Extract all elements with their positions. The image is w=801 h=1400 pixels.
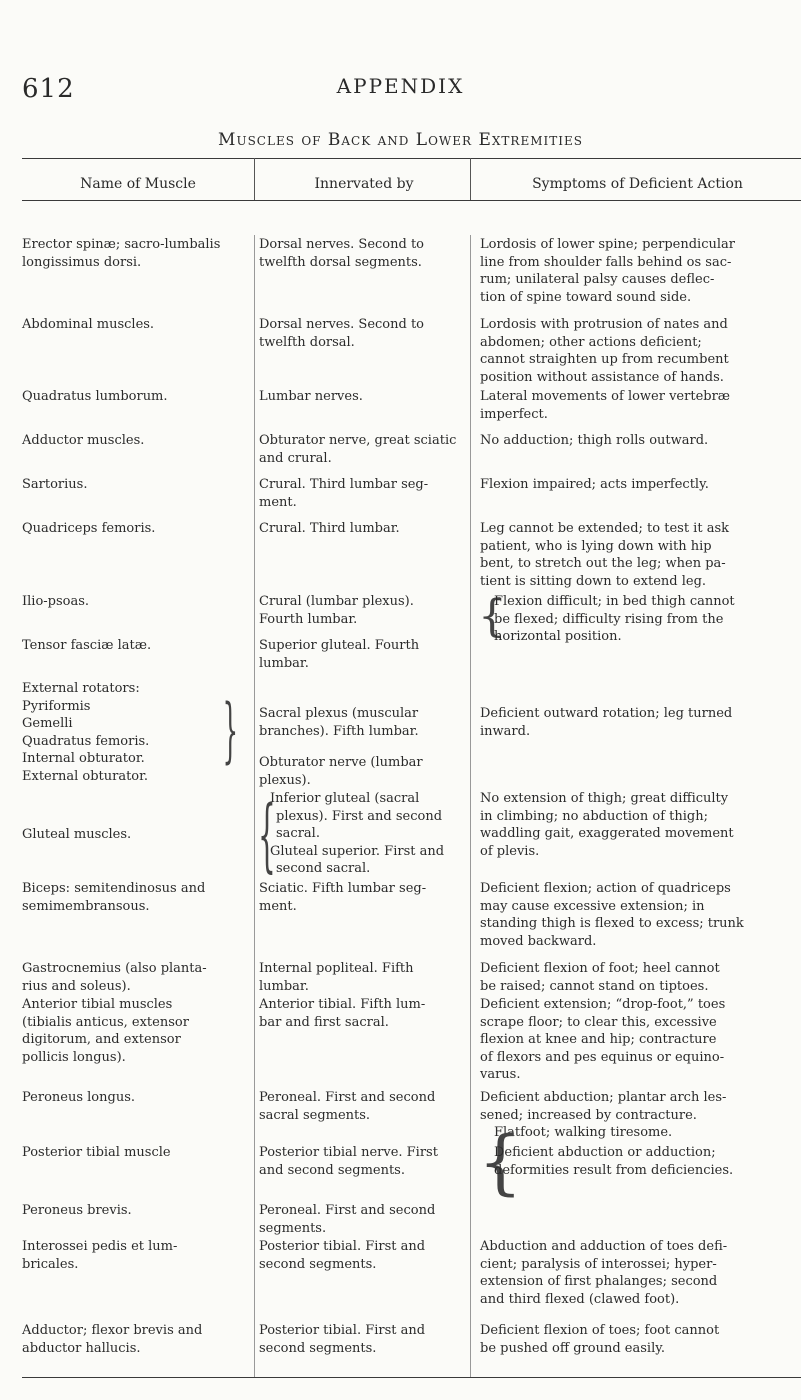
running-head: APPENDIX xyxy=(336,74,465,98)
header-muscle: Name of Muscle xyxy=(80,176,196,192)
symptoms-cell: No adduction; thigh rolls outward. xyxy=(480,433,709,448)
symptoms-cell: Flexion difficult; in bed thigh cannot be flexed; difficulty rising from the horizontal position. xyxy=(494,594,735,645)
muscle-cell: Adductor; flexor brevis and abductor hallucis. xyxy=(22,1323,203,1356)
brace: { xyxy=(478,1121,523,1203)
muscle-cell: External rotators: Pyriformis Gemelli Quadratus femoris. Internal obturator. External obturator. xyxy=(22,681,150,784)
innervation-cell: Crural. Third lumbar seg- ment. xyxy=(259,477,429,510)
muscle-cell: Interossei pedis et lum- bricales. xyxy=(22,1239,178,1272)
page-number: 612 xyxy=(22,74,75,104)
muscle-cell: Peroneus brevis. xyxy=(22,1203,132,1218)
innervation-cell: Crural (lumbar plexus). Fourth lumbar. xyxy=(259,594,414,627)
muscle-cell: Biceps: semitendinosus and semimembransous. xyxy=(22,881,206,914)
innervation-cell: Dorsal nerves. Second to twelfth dorsal segments. xyxy=(259,237,425,270)
brace: { xyxy=(258,788,276,881)
muscle-cell: Sartorius. xyxy=(22,477,88,492)
symptoms-cell: Lordosis with protrusion of nates and abdomen; other actions deficient; cannot straighten up from recumbent position without assistance of hands. xyxy=(480,317,729,385)
muscle-cell: Quadriceps femoris. xyxy=(22,521,156,536)
bottom-rule xyxy=(22,1377,801,1378)
innervation-cell: Anterior tibial. Fifth lum- bar and first sacral. xyxy=(259,997,426,1030)
column-rule-1-body xyxy=(254,235,255,1377)
muscle-cell: Anterior tibial muscles (tibialis anticus, extensor digitorum, and extensor pollicis longus). xyxy=(22,997,189,1065)
muscle-cell: Gluteal muscles. xyxy=(22,827,132,842)
symptoms-cell: No extension of thigh; great difficulty in climbing; no abduction of thigh; waddling gait, exaggerated movement of plevis. xyxy=(480,791,734,859)
innervation-cell: Posterior tibial nerve. First and second segments. xyxy=(259,1145,438,1178)
innervation-cell: Crural. Third lumbar. xyxy=(259,521,400,536)
muscle-cell: Quadratus lumborum. xyxy=(22,389,168,404)
muscle-cell: Erector spinæ; sacro-lumbalis longissimus dorsi. xyxy=(22,237,221,270)
column-rule-1 xyxy=(254,158,255,200)
innervation-cell: Internal popliteal. Fifth lumbar. xyxy=(259,961,414,994)
brace: { xyxy=(222,689,239,771)
symptoms-cell: Lateral movements of lower vertebræ imperfect. xyxy=(480,389,731,422)
symptoms-cell: Lordosis of lower spine; perpendicular line from shoulder falls behind os sac- rum; unilateral palsy causes deflec- tion of spine toward sound side. xyxy=(480,237,735,305)
top-rule xyxy=(22,158,801,159)
brace: { xyxy=(478,591,506,642)
symptoms-cell: Abduction and adduction of toes defi- cient; paralysis of interossei; hyper- extension of first phalanges; second and third flexed (clawed foot). xyxy=(480,1239,728,1307)
symptoms-cell: Flexion impaired; acts imperfectly. xyxy=(480,477,709,492)
innervation-cell: Sciatic. Fifth lumbar seg- ment. xyxy=(259,881,427,914)
symptoms-cell: Deficient flexion of foot; heel cannot be raised; cannot stand on tiptoes. xyxy=(480,961,720,994)
header-innervation: Innervated by xyxy=(314,176,414,192)
muscle-cell: Adductor muscles. xyxy=(22,433,145,448)
symptoms-cell: Deficient outward rotation; leg turned inward. xyxy=(480,706,733,739)
column-rule-2 xyxy=(470,158,471,200)
innervation-cell: Posterior tibial. First and second segments. xyxy=(259,1323,426,1356)
symptoms-cell: Deficient abduction; plantar arch les- sened; increased by contracture. xyxy=(480,1090,727,1123)
symptoms-cell: Flatfoot; walking tiresome. xyxy=(494,1125,673,1140)
muscle-cell: Ilio-psoas. xyxy=(22,594,90,609)
symptoms-cell: Deficient abduction or adduction; deformities result from deficiencies. xyxy=(494,1145,734,1178)
innervation-cell: Lumbar nerves. xyxy=(259,389,363,404)
muscle-cell: Abdominal muscles. xyxy=(22,317,155,332)
table-title: Muscles of Back and Lower Extremities xyxy=(218,130,583,150)
innervation-cell: Superior gluteal. Fourth lumbar. xyxy=(259,638,420,671)
muscle-cell: Posterior tibial muscle xyxy=(22,1145,171,1160)
innervation-cell: Peroneal. First and second segments. xyxy=(259,1203,436,1236)
innervation-cell: Obturator nerve, great sciatic and crural. xyxy=(259,433,457,466)
innervation-cell: Inferior gluteal (sacral plexus). First and second sacral. Gluteal superior. First and second sacral. xyxy=(270,791,445,877)
innervation-cell: Sacral plexus (muscular branches). Fifth lumbar. xyxy=(259,706,419,739)
symptoms-cell: Deficient flexion; action of quadriceps may cause excessive extension; in standing thigh is flexed to excess; trunk moved backward. xyxy=(480,881,744,949)
innervation-cell: Posterior tibial. First and second segments. xyxy=(259,1239,426,1272)
symptoms-cell: Deficient extension; “drop-foot,” toes scrape floor; to clear this, excessive flexion at knee and hip; contracture of flexors and pes equinus or equino- varus. xyxy=(480,997,726,1083)
symptoms-cell: Deficient flexion of toes; foot cannot be pushed off ground easily. xyxy=(480,1323,720,1356)
innervation-cell: Peroneal. First and second sacral segments. xyxy=(259,1090,436,1123)
innervation-cell: Dorsal nerves. Second to twelfth dorsal. xyxy=(259,317,425,350)
header-rule xyxy=(22,200,801,201)
symptoms-cell: Leg cannot be extended; to test it ask patient, who is lying down with hip bent, to stretch out the leg; when pa- tient is sitting down to extend leg. xyxy=(480,521,729,589)
innervation-cell: Obturator nerve (lumbar plexus). xyxy=(259,755,423,788)
muscle-cell: Tensor fasciæ latæ. xyxy=(22,638,152,653)
header-symptoms: Symptoms of Deficient Action xyxy=(532,176,743,192)
muscle-cell: Gastrocnemius (also planta- rius and soleus). xyxy=(22,961,207,994)
muscle-cell: Peroneus longus. xyxy=(22,1090,135,1105)
